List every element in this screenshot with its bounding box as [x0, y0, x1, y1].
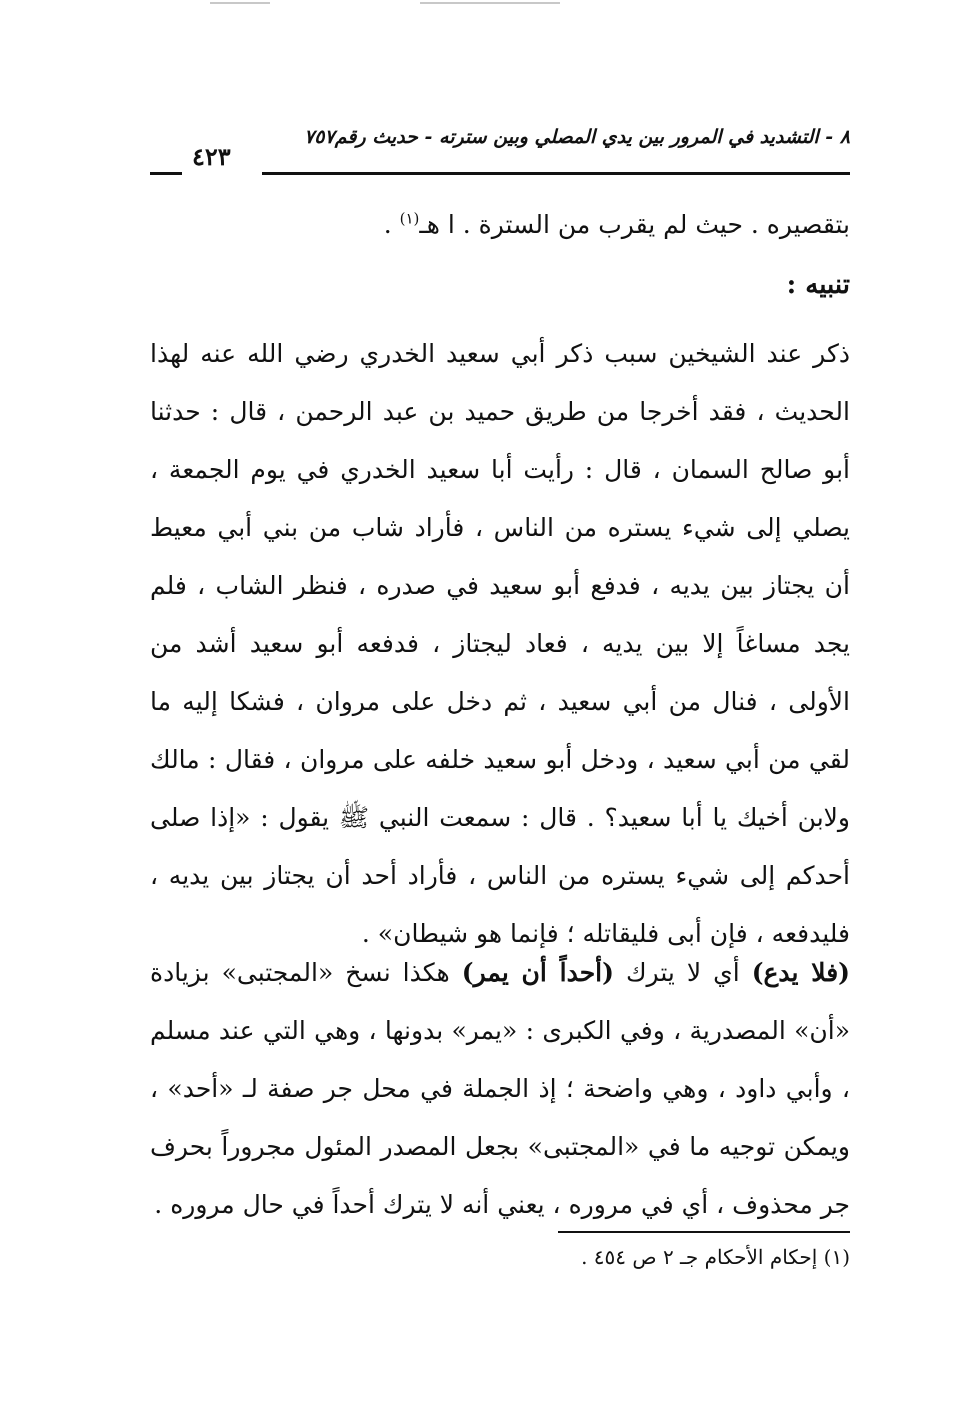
section-heading: تنبيه :: [786, 270, 850, 300]
footnote: (١) إحكام الأحكام جـ ٢ ص ٤٥٤ .: [581, 1245, 850, 1269]
footnote-ref[interactable]: (١): [399, 209, 420, 228]
paragraph-commentary: [150, 944, 850, 1234]
header-rule: [262, 172, 850, 175]
page-header: [150, 120, 850, 180]
scan-edge-mark-left: [210, 2, 270, 4]
header-rule-left: [150, 172, 182, 175]
paragraph-1-tail: .: [383, 210, 400, 239]
commentary-text-2: هكذا نسخ «المجتبى» بزيادة «أن» المصدرية ، وفي الكبرى : «يمر» بدونها ، وهي التي عند مسلم ، وأبي داود ، وهي واضحة ؛ إذ الجملة في محل جر صفة لـ «أحد» ، ويمكن توجيه ما في «المجتبى» بجعل المصدر المئول مجروراً بحرف جر محذوف ، أي في مروره ، يعني أنه لا يترك أحداً في حال مروره .: [150, 958, 850, 1219]
footnote-rule: [558, 1231, 850, 1233]
commentary-quote-2: (أحداً أن يمر): [461, 958, 614, 987]
page-number: ٤٢٣: [192, 142, 231, 171]
scan-edge-mark-right: [420, 2, 560, 4]
commentary-quote-1: (فلا يدع): [751, 958, 850, 987]
paragraph-1-text: بتقصيره . حيث لم يقرب من السترة . ا هـ: [419, 210, 850, 239]
running-title: ٨ - التشديد في المرور بين يدي المصلي وبين سترته - حديث رقم٧٥٧: [304, 126, 850, 148]
commentary-text-1: أي لا يترك: [613, 958, 752, 987]
paragraph-hadith-story: ذكر عند الشيخين سبب ذكر أبي سعيد الخدري رضي الله عنه لهذا الحديث ، فقد أخرجا من طريق حميد بن عبد الرحمن ، قال : حدثنا أبو صالح السمان ، قال : رأيت أبا سعيد الخدري في يوم الجمعة ، يصلي إلى شيء يستره من الناس ، فأراد شاب من بني أبي معيط أن يجتاز بين يديه ، فدفع أبو سعيد في صدره ، فنظر الشاب ، فلم يجد مساغاً إلا بين يديه ، فعاد ليجتاز ، فدفعه أبو سعيد أشد من الأولى ، فنال من أبي سعيد ، ثم دخل على مروان ، فشكا إليه ما لقي من أبي سعيد ، ودخل أبو سعيد خلفه على مروان ، فقال : مالك ولابن أخيك يا أبا سعيد؟ . قال : سمعت النبي ﷺ يقول : «إذا صلى أحدكم إلى شيء يستره من الناس ، فأراد أحد أن يجتاز بين يديه ، فليدفعه ، فإن أبى فليقاتله ؛ فإنما هو شيطان» .: [150, 339, 850, 948]
paragraph-continuation: [150, 196, 850, 254]
